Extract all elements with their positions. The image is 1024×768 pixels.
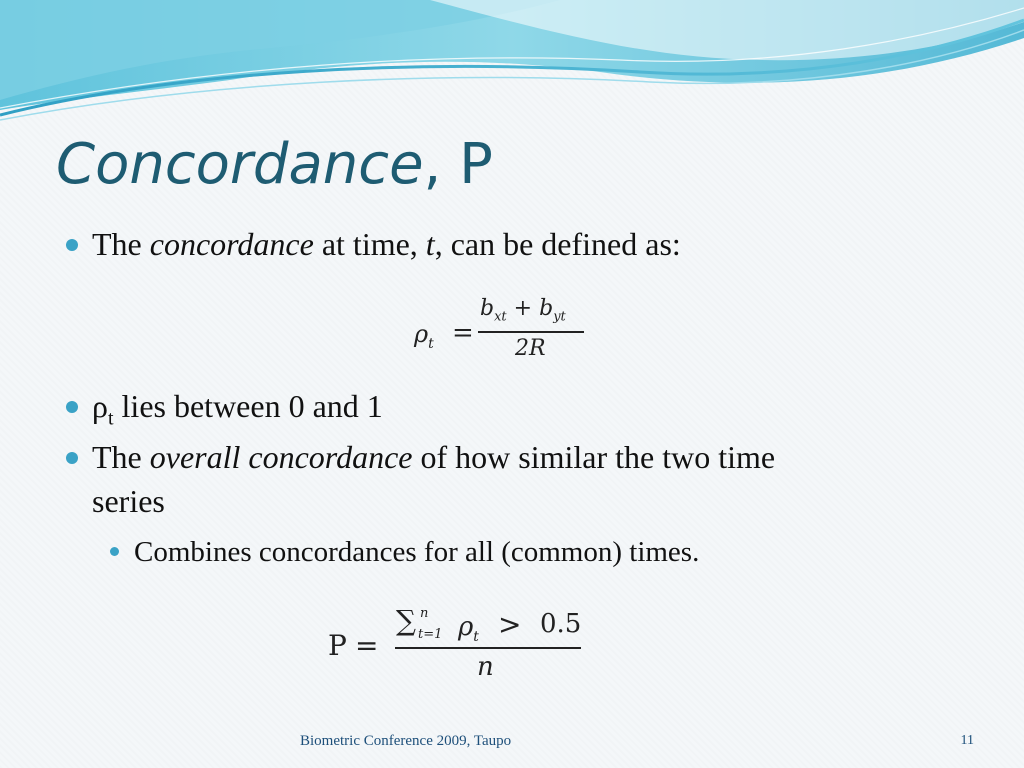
eq2-gt: > (498, 608, 522, 641)
eq1-fraction-bar (478, 331, 584, 333)
page-number: 11 (960, 733, 974, 748)
title-main: Concordance (56, 132, 424, 197)
eq2-lhs: P (328, 629, 347, 662)
bullet-3-marker (66, 452, 78, 464)
eq1-equals: = (452, 318, 474, 348)
title-rest: P (459, 132, 493, 197)
title-separator: , (423, 132, 442, 197)
bullet-2-rho: ρ (92, 388, 108, 424)
bullet-1-variable: t (425, 226, 435, 262)
bullet-2-text: lies between 0 and 1 (113, 388, 383, 424)
bullet-2 (92, 384, 383, 440)
bullet-2-subscript: t (107, 407, 114, 430)
slide-footer: Biometric Conference 2009, Taupo (300, 733, 512, 749)
bullet-1 (92, 222, 681, 266)
bullet-3-emphasis: overall concordance (149, 439, 413, 475)
slide-title (56, 130, 493, 200)
eq2-denominator: n (477, 652, 494, 682)
eq2-fraction-bar (395, 647, 581, 649)
bullet-1-marker (66, 239, 78, 251)
eq2-sum-sup: n (420, 606, 429, 621)
eq1-denominator: 2R (515, 336, 546, 361)
bullet-1-text-b: at time, (313, 226, 426, 262)
sub-bullet: Combines concordances for all (common) times. (134, 536, 700, 568)
bullet-3-line-2: series (92, 483, 165, 519)
bullet-1-text-a: The (92, 226, 150, 262)
eq1-lhs: $\rho_t$ (414, 320, 434, 352)
bullet-3-text-a: The (92, 439, 150, 475)
eq2-equals: = (355, 629, 379, 662)
bullet-1-emphasis: concordance (149, 226, 314, 262)
eq2-threshold: 0.5 (540, 609, 582, 639)
header-wave-graphic (0, 0, 1024, 130)
eq2-sum-sub: t=1 (418, 627, 443, 642)
bullet-1-text-c: , can be defined as: (434, 226, 681, 262)
bullet-3 (92, 435, 775, 479)
eq1-numerator: $b_{xt} + b_{yt}$ (480, 296, 566, 325)
sub-bullet-marker (110, 547, 119, 556)
bullet-2-marker (66, 401, 78, 413)
bullet-3-text-b: of how similar the two time (412, 439, 776, 475)
eq2-sum: ∑ (396, 604, 416, 637)
eq2-rho: $\rho_t$ (458, 612, 479, 646)
